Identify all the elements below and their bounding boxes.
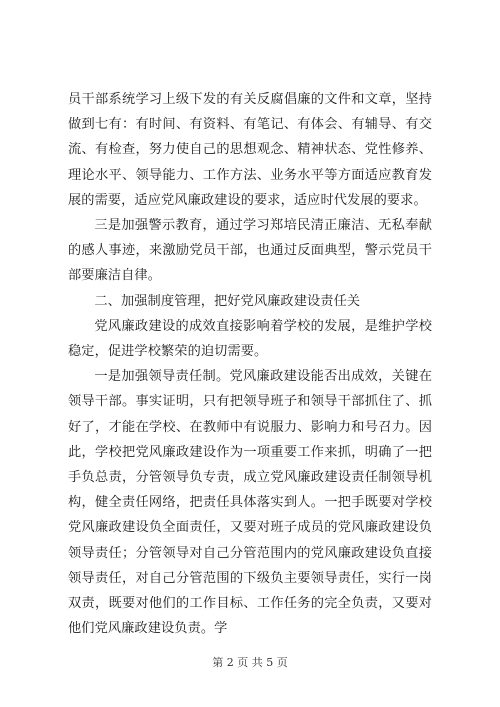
paragraph-1: 员干部系统学习上级下发的有关反腐倡廉的文件和文章，坚持做到七有：有时间、有资料、有笔记、有体会、有辅导、有交流、有检查，努力使自己的思想观念、精神状态、党性修养、理论水平、领导能力、工作方法、业务水平等方面适应教育发展的需要，适应党风廉政建设的要求，适应时代发展的要求。: [68, 92, 432, 208]
section-heading: 二、加强制度管理，把好党风廉政建设责任关: [94, 293, 361, 309]
paragraph-3: 党风廉政建设的成效直接影响着学校的发展，是维护学校稳定，促进学校繁荣的迫切需要。: [68, 318, 432, 360]
document-body: [68, 87, 432, 641]
paragraph-2: 三是加强警示教育，通过学习郑培民清正廉洁、无私奉献的感人事迹，来激励党员干部，也通过反面典型，警示党员干部要廉洁自律。: [68, 218, 432, 284]
page-footer: 第 2 页 共 5 页: [212, 656, 288, 669]
paragraph-4: 一是加强领导责任制。党风廉政建设能否出成效，关键在领导干部。事实证明，只有把领导班子和领导干部抓住了、抓好了，才能在学校、在教师中有说服力、影响力和号召力。因此，学校把党风廉政建设作为一项重要工作来抓，明确了一把手负总责，分管领导负专责，成立党风廉政建设责任制领导机构，健全责任网络，把责任具体落实到人。一把手既要对学校党风廉政建设负全面责任，又要对班子成员的党风廉政建设负领导责任；分管领导对自己分管范围内的党风廉政建设负直接领导责任，对自己分管范围的下级负主要领导责任，实行一岗双责，既要对他们的工作目标、工作任务的完全负责，又要对他们党风廉政建设负责。学: [68, 369, 432, 637]
